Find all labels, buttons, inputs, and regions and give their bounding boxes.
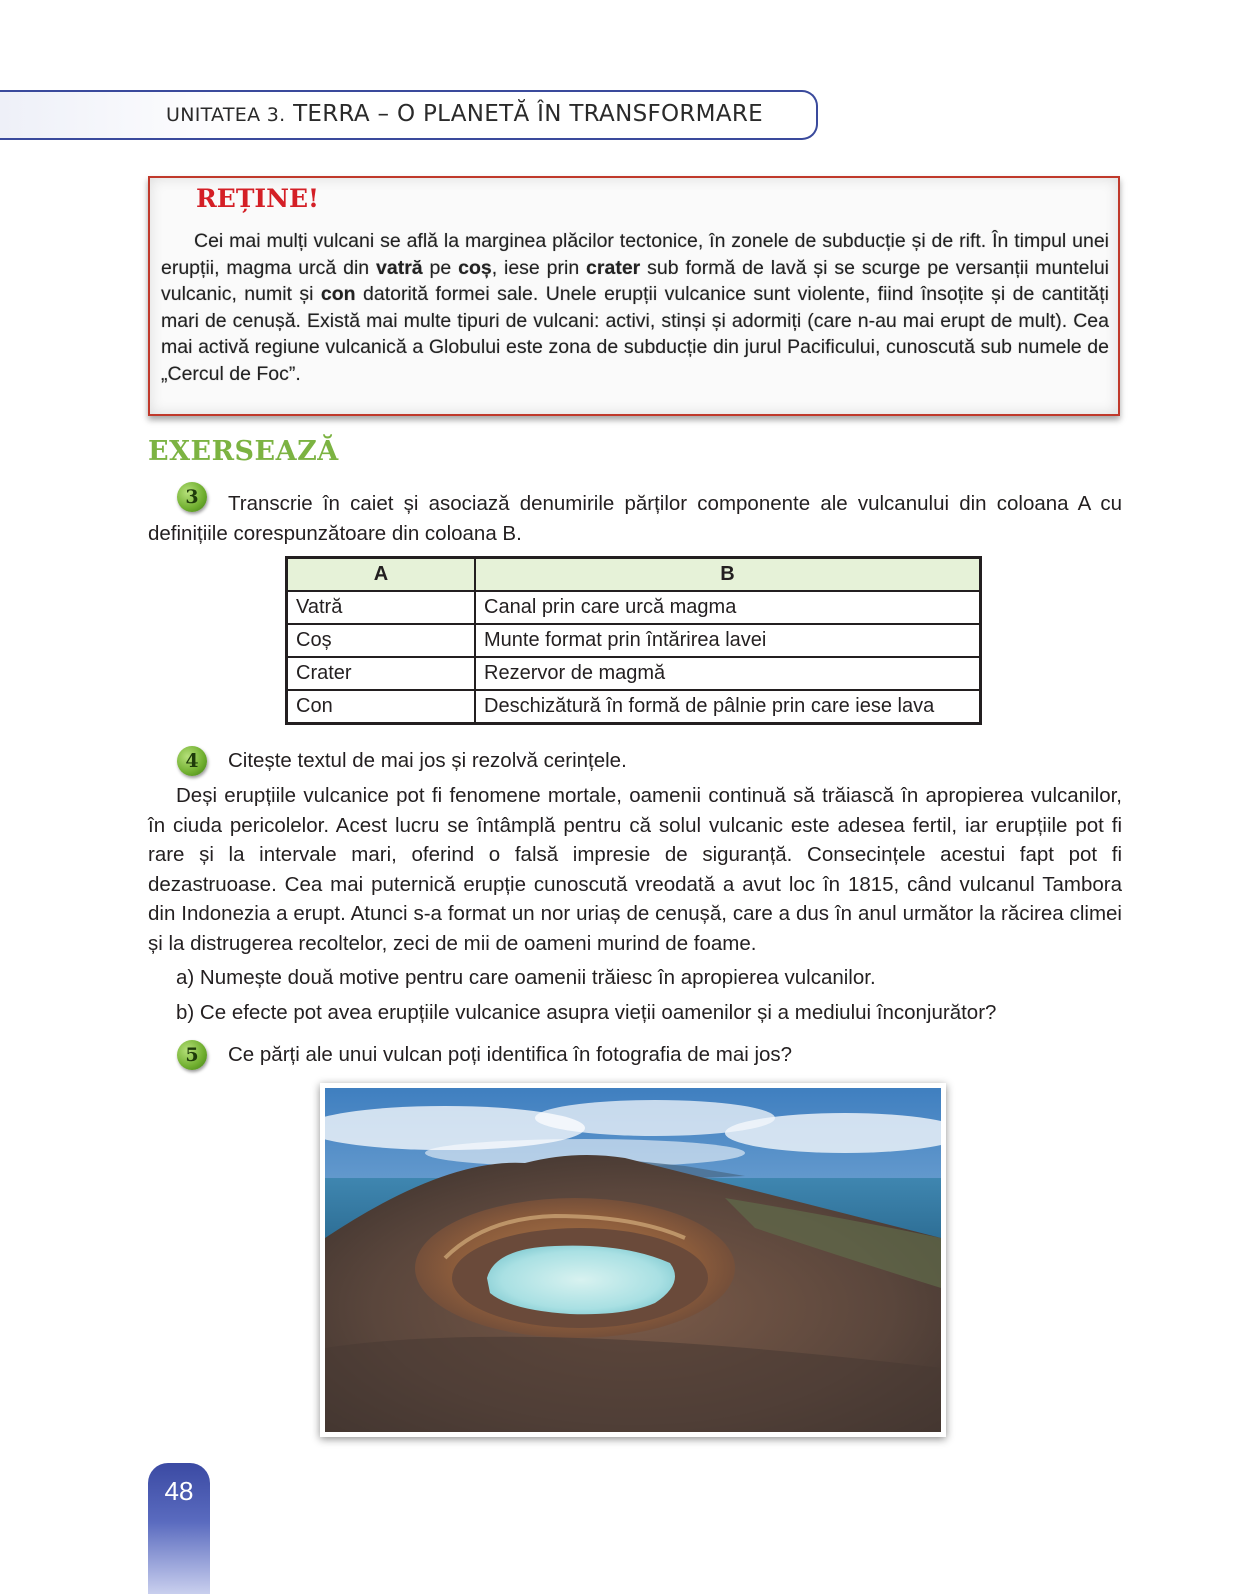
- exercise-number-badge: 4: [177, 746, 207, 776]
- exercise-3-text: Transcrie în caiet și asociază denumirile părților componente ale vulcanului din coloana A cu definițiile corespunzătoare din coloana B.: [148, 492, 1122, 545]
- table-cell-b: Deschizătură în formă de pâlnie prin care iese lava: [475, 690, 981, 724]
- unit-title: TERRA – O PLANETĂ ÎN TRANSFORMARE: [293, 101, 763, 127]
- table-row: [287, 624, 981, 657]
- reading-passage: Deși erupțiile vulcanice pot fi fenomene mortale, oamenii continuă să trăiască în apropierea vulcanilor, în ciuda pericolelor. Acest lucru se întâmplă pentru că solul vulcanic este adesea fertil, iar erupțiile pot fi rare și la intervale mari, oferind o falsă impresie de siguranță. Consecințele acestui fapt pot fi dezastruoase. Cea mai puternică erupție cunoscută vreodată a avut loc în 1815, când vulcanul Tambora din Indonezia a erupt. Atunci s-a format un nor uriaș de cenușă, care a dus în anul următor la răcirea climei și la distrugerea recoltelor, zeci de mii de oameni murind de foame.: [148, 784, 1122, 955]
- volcano-illustration: [325, 1088, 941, 1432]
- column-a-header: A: [287, 558, 476, 592]
- table-cell-a: Crater: [287, 657, 476, 690]
- table-cell-b: Rezervor de magmă: [475, 657, 981, 690]
- retine-text-part: , iese prin: [491, 256, 587, 279]
- exercise-number-badge: 5: [177, 1040, 207, 1070]
- table-cell-b: Canal prin care urcă magma: [475, 591, 981, 624]
- table-cell-a: Coș: [287, 624, 476, 657]
- table-cell-b: Munte format prin întărirea lavei: [475, 624, 981, 657]
- exercise-number-badge: 3: [177, 482, 207, 512]
- table-row: [287, 591, 981, 624]
- unit-header: [166, 101, 763, 127]
- exercise-4-text: Citește textul de mai jos și rezolvă cerințele.: [228, 749, 627, 772]
- question-a: a) Numește două motive pentru care oamenii trăiesc în apropierea vulcanilor.: [176, 966, 876, 989]
- term-cos: coș: [458, 256, 492, 279]
- term-con: con: [320, 283, 356, 306]
- term-crater: crater: [586, 256, 641, 279]
- match-table: [285, 556, 982, 725]
- retine-text: [161, 228, 1109, 388]
- unit-label: UNITATEA 3.: [166, 104, 286, 126]
- table-row: [287, 690, 981, 724]
- exercise-5-text: Ce părți ale unui vulcan poți identifica în fotografia de mai jos?: [228, 1043, 793, 1066]
- table-header-row: [287, 558, 981, 592]
- retine-text-part: Cei mai mulți vulcani se află la marginea plăcilor tectonice, în zonele de subducție și de rift. În timpul unei erupții, magma urcă din: [161, 230, 1109, 279]
- retine-text-part: datorită formei sale. Unele erupții vulcanice sunt violente, fiind însoțite și de cantități mari de cenușă. Există mai multe tipuri de vulcani: activi, stinși și adormiți (care n-au mai erupt de mult). Cea mai activă regiune vulcanică a Globului este zona de subducție din jurul Pacificului, cunoscută sub numele de „Cercul de Foc”.: [161, 283, 1109, 385]
- retine-text-part: pe: [422, 256, 459, 279]
- volcano-crater-photo: [320, 1083, 946, 1437]
- section-title: EXERSEAZĂ: [148, 436, 339, 467]
- column-b-header: B: [475, 558, 981, 592]
- page-number: 48: [164, 1476, 194, 1506]
- table-cell-a: Con: [287, 690, 476, 724]
- table-row: [287, 657, 981, 690]
- term-vatra: vatră: [376, 256, 423, 279]
- question-b: b) Ce efecte pot avea erupțiile vulcanice asupra vieții oamenilor și a mediului înconjurător?: [176, 1001, 997, 1024]
- table-cell-a: Vatră: [287, 591, 476, 624]
- retine-text-part: sub formă de lavă și se scurge pe versanții muntelui vulcanic, numit și: [161, 256, 1109, 306]
- retine-title: REȚINE!: [196, 184, 320, 213]
